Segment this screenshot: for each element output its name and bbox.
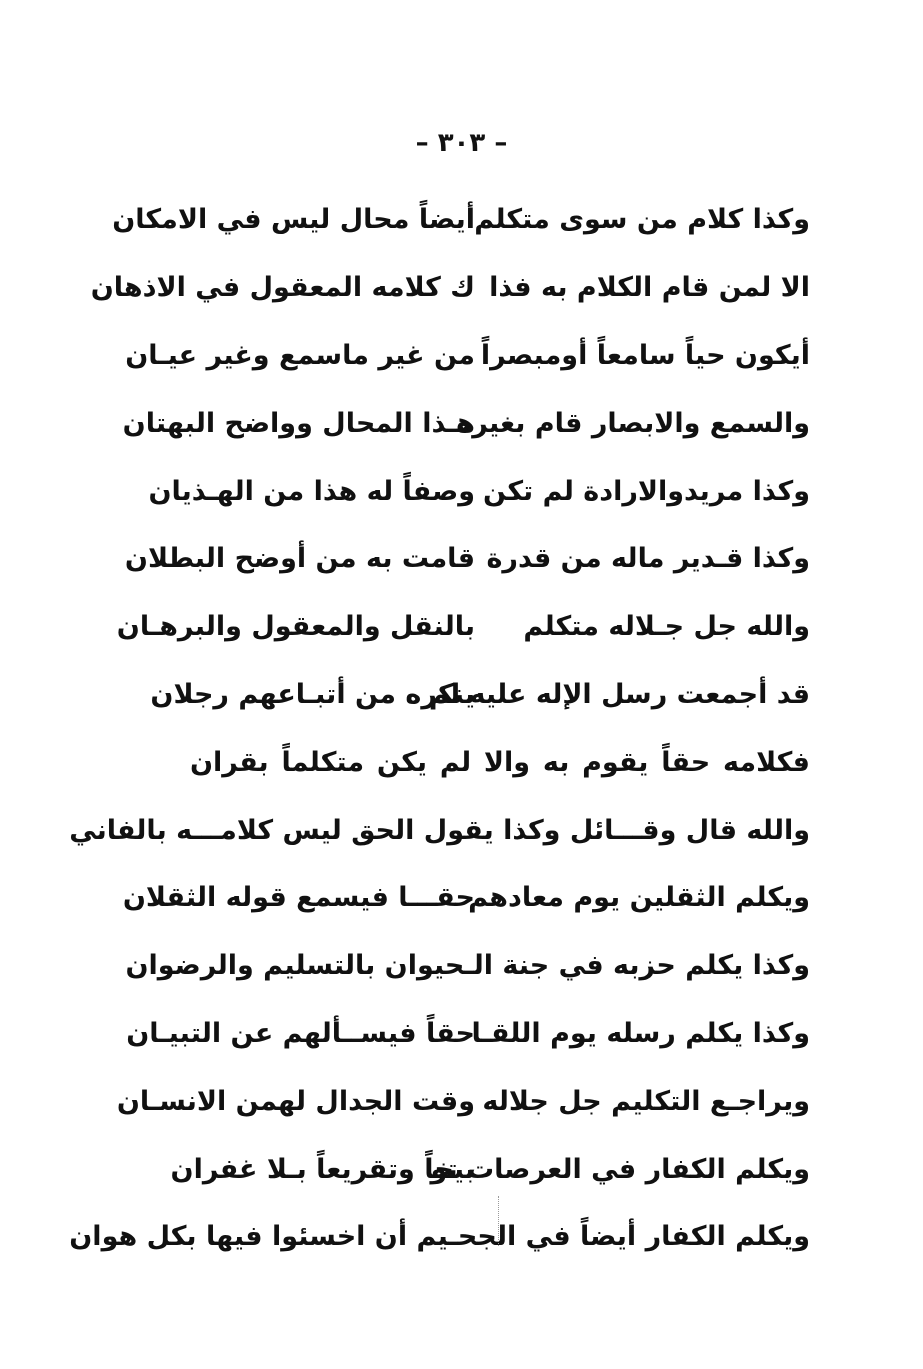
page-number: – ٣٠٣ – (415, 128, 508, 158)
verse-line (170, 1135, 810, 1203)
verse-first-hemistich: قد أجمعت رسل الإله عليه لم (428, 678, 810, 710)
verse-line (124, 525, 810, 593)
verse-second-hemistich: وصفاً له هذا من الهـذيان (148, 475, 475, 507)
verse-first-hemistich: وكذا قـدير ماله من قدرة (486, 543, 810, 575)
verse-first-hemistich: والسمع والابصار قام بغيره (456, 407, 810, 439)
verse-second-hemistich: ينكره من أتبـاعهم رجلان (150, 678, 475, 710)
verse-second-hemistich: من غير ماسمع وغير عيـان (125, 339, 475, 371)
verse-second-hemistich: بالنقل والمعقول والبرهـان (116, 611, 475, 643)
verse-line (125, 322, 810, 390)
verse-line (116, 1067, 810, 1135)
verse-line-full (190, 728, 810, 796)
verse-first-hemistich: أيكون حياً سامعاً أومبصراً (480, 339, 810, 371)
verse-second-hemistich: وقت الجدال لهمن الانسـان (116, 1085, 475, 1117)
verse-first-hemistich: ويكلم الكفار في العرصات تو (430, 1153, 810, 1185)
verse-first-hemistich: وكذا كلام من سوى متكلم (474, 204, 810, 236)
verse-second-hemistich: حقـــا فيسمع قوله الثقلان (122, 882, 475, 914)
verse-line (150, 661, 810, 729)
poem-verses (69, 186, 810, 1271)
verse-line (112, 186, 810, 254)
verse-line (122, 864, 810, 932)
verse-line-full (125, 932, 810, 1000)
scan-speck-mark (498, 1196, 500, 1246)
verse-line (148, 457, 810, 525)
verse-line (122, 389, 810, 457)
verse-second-hemistich: ك كلامه المعقول في الاذهان (90, 272, 475, 304)
verse-full-text: ويكلم الكفار أيضاً في الجحـيم أن اخسئوا فيها بكل هوان (69, 1221, 810, 1253)
verse-full-text: فكلامه حقاً يقوم به والا لم يكن متكلماً بقران (190, 746, 810, 778)
verse-line (116, 593, 810, 661)
verse-second-hemistich: بيخاً وتقريعاً بـلا غفران (170, 1153, 475, 1185)
verse-second-hemistich: أيضاً محال ليس في الامكان (112, 204, 475, 236)
verse-first-hemistich: وكذا يكلم رسله يوم اللقـا (471, 1017, 810, 1049)
verse-full-text: وكذا يكلم حزبه في جنة الـحيوان بالتسليم والرضوان (125, 950, 810, 982)
verse-second-hemistich: قامت به من أوضح البطلان (124, 543, 475, 575)
verse-first-hemistich: الا لمن قام الكلام به فذا (489, 272, 810, 304)
verse-full-text: والله قال وقـــائل وكذا يقول الحق ليس كلامـــه بالفاني (69, 814, 810, 846)
verse-second-hemistich: حقاً فيســألهم عن التبيـان (126, 1017, 475, 1049)
verse-line-full (69, 796, 810, 864)
verse-line (126, 1000, 810, 1068)
verse-line (90, 254, 810, 322)
verse-first-hemistich: ويكلم الثقلين يوم معادهم (468, 882, 810, 914)
verse-first-hemistich: ويراجـع التكليم جل جلاله (482, 1085, 810, 1117)
verse-first-hemistich: وكذا مريدوالارادة لم تكن (483, 475, 810, 507)
verse-second-hemistich: هـذا المحال وواضح البهتان (122, 407, 475, 439)
verse-first-hemistich: والله جل جـلاله متكلم (523, 611, 810, 643)
verse-line-full (69, 1203, 810, 1271)
